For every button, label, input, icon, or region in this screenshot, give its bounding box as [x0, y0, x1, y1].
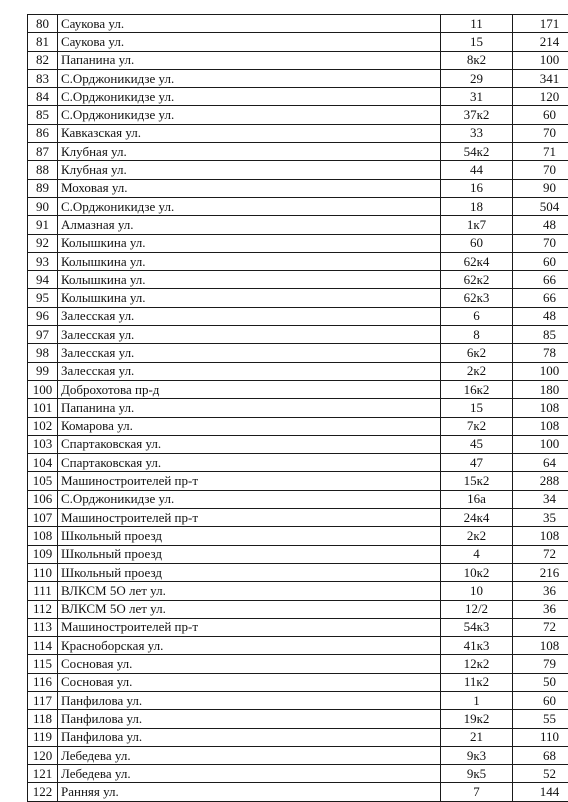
table-row: [28, 673, 568, 691]
street-cell: Панфилова ул.: [58, 728, 441, 746]
value-cell: 66: [513, 271, 568, 289]
house-number-cell: 16а: [441, 490, 513, 508]
value-cell: 78: [513, 344, 568, 362]
row-number-cell: 108: [28, 527, 58, 545]
house-number-cell: 6: [441, 307, 513, 325]
street-cell: ВЛКСМ 5О лет ул.: [58, 582, 441, 600]
street-cell: Саукова ул.: [58, 33, 441, 51]
value-cell: 341: [513, 69, 568, 87]
row-number-cell: 101: [28, 399, 58, 417]
table-row: [28, 746, 568, 764]
street-cell: Сосновая ул.: [58, 673, 441, 691]
street-cell: С.Орджоникидзе ул.: [58, 490, 441, 508]
street-cell: Колышкина ул.: [58, 271, 441, 289]
value-cell: 100: [513, 362, 568, 380]
table-row: [28, 545, 568, 563]
house-number-cell: 2к2: [441, 362, 513, 380]
house-number-cell: 9к3: [441, 746, 513, 764]
house-number-cell: 4: [441, 545, 513, 563]
address-table: [27, 14, 568, 802]
value-cell: 214: [513, 33, 568, 51]
street-cell: Сосновая ул.: [58, 655, 441, 673]
street-cell: Машиностроителей пр-т: [58, 472, 441, 490]
house-number-cell: 21: [441, 728, 513, 746]
table-row: [28, 362, 568, 380]
table-row: [28, 600, 568, 618]
value-cell: 288: [513, 472, 568, 490]
value-cell: 60: [513, 691, 568, 709]
street-cell: Моховая ул.: [58, 179, 441, 197]
row-number-cell: 86: [28, 124, 58, 142]
house-number-cell: 62к2: [441, 271, 513, 289]
table-row: [28, 728, 568, 746]
table-row: [28, 691, 568, 709]
row-number-cell: 103: [28, 435, 58, 453]
row-number-cell: 105: [28, 472, 58, 490]
value-cell: 100: [513, 51, 568, 69]
table-row: [28, 563, 568, 581]
house-number-cell: 1к7: [441, 216, 513, 234]
street-cell: Школьный проезд: [58, 545, 441, 563]
table-body: [28, 15, 568, 802]
street-cell: Школьный проезд: [58, 563, 441, 581]
street-cell: С.Орджоникидзе ул.: [58, 88, 441, 106]
value-cell: 50: [513, 673, 568, 691]
house-number-cell: 2к2: [441, 527, 513, 545]
row-number-cell: 96: [28, 307, 58, 325]
table-row: [28, 179, 568, 197]
table-row: [28, 380, 568, 398]
value-cell: 216: [513, 563, 568, 581]
value-cell: 70: [513, 161, 568, 179]
value-cell: 34: [513, 490, 568, 508]
house-number-cell: 15: [441, 33, 513, 51]
house-number-cell: 1: [441, 691, 513, 709]
house-number-cell: 15к2: [441, 472, 513, 490]
house-number-cell: 12/2: [441, 600, 513, 618]
table-row: [28, 234, 568, 252]
house-number-cell: 12к2: [441, 655, 513, 673]
row-number-cell: 80: [28, 15, 58, 33]
house-number-cell: 15: [441, 399, 513, 417]
street-cell: Залесская ул.: [58, 326, 441, 344]
street-cell: Доброхотова пр-д: [58, 380, 441, 398]
row-number-cell: 91: [28, 216, 58, 234]
house-number-cell: 24к4: [441, 509, 513, 527]
table-row: [28, 51, 568, 69]
row-number-cell: 120: [28, 746, 58, 764]
house-number-cell: 47: [441, 454, 513, 472]
row-number-cell: 107: [28, 509, 58, 527]
house-number-cell: 33: [441, 124, 513, 142]
table-row: [28, 15, 568, 33]
street-cell: Спартаковская ул.: [58, 435, 441, 453]
row-number-cell: 102: [28, 417, 58, 435]
table-row: [28, 417, 568, 435]
street-cell: Залесская ул.: [58, 362, 441, 380]
value-cell: 68: [513, 746, 568, 764]
row-number-cell: 118: [28, 710, 58, 728]
street-cell: Папанина ул.: [58, 399, 441, 417]
house-number-cell: 11: [441, 15, 513, 33]
house-number-cell: 18: [441, 197, 513, 215]
street-cell: Панфилова ул.: [58, 691, 441, 709]
house-number-cell: 44: [441, 161, 513, 179]
value-cell: 66: [513, 289, 568, 307]
table-row: [28, 618, 568, 636]
table-row: [28, 435, 568, 453]
row-number-cell: 110: [28, 563, 58, 581]
row-number-cell: 119: [28, 728, 58, 746]
row-number-cell: 111: [28, 582, 58, 600]
value-cell: 108: [513, 417, 568, 435]
value-cell: 48: [513, 307, 568, 325]
house-number-cell: 62к4: [441, 252, 513, 270]
street-cell: Машиностроителей пр-т: [58, 618, 441, 636]
row-number-cell: 82: [28, 51, 58, 69]
row-number-cell: 83: [28, 69, 58, 87]
table-row: [28, 399, 568, 417]
house-number-cell: 6к2: [441, 344, 513, 362]
row-number-cell: 92: [28, 234, 58, 252]
house-number-cell: 16: [441, 179, 513, 197]
row-number-cell: 85: [28, 106, 58, 124]
value-cell: 100: [513, 435, 568, 453]
value-cell: 504: [513, 197, 568, 215]
street-cell: Алмазная ул.: [58, 216, 441, 234]
table-row: [28, 252, 568, 270]
street-cell: Кавказская ул.: [58, 124, 441, 142]
table-row: [28, 344, 568, 362]
table-row: [28, 216, 568, 234]
table-row: [28, 143, 568, 161]
house-number-cell: 7: [441, 783, 513, 801]
house-number-cell: 54к3: [441, 618, 513, 636]
street-cell: Машиностроителей пр-т: [58, 509, 441, 527]
row-number-cell: 97: [28, 326, 58, 344]
house-number-cell: 8: [441, 326, 513, 344]
row-number-cell: 112: [28, 600, 58, 618]
row-number-cell: 122: [28, 783, 58, 801]
street-cell: Лебедева ул.: [58, 746, 441, 764]
street-cell: С.Орджоникидзе ул.: [58, 106, 441, 124]
table-row: [28, 454, 568, 472]
value-cell: 36: [513, 600, 568, 618]
value-cell: 85: [513, 326, 568, 344]
value-cell: 35: [513, 509, 568, 527]
street-cell: Колышкина ул.: [58, 252, 441, 270]
table-row: [28, 88, 568, 106]
street-cell: Саукова ул.: [58, 15, 441, 33]
row-number-cell: 87: [28, 143, 58, 161]
row-number-cell: 90: [28, 197, 58, 215]
row-number-cell: 100: [28, 380, 58, 398]
table-row: [28, 33, 568, 51]
row-number-cell: 109: [28, 545, 58, 563]
table-row: [28, 582, 568, 600]
row-number-cell: 113: [28, 618, 58, 636]
row-number-cell: 81: [28, 33, 58, 51]
table-row: [28, 161, 568, 179]
house-number-cell: 8к2: [441, 51, 513, 69]
table-row: [28, 655, 568, 673]
house-number-cell: 16к2: [441, 380, 513, 398]
value-cell: 90: [513, 179, 568, 197]
house-number-cell: 10к2: [441, 563, 513, 581]
row-number-cell: 121: [28, 765, 58, 783]
house-number-cell: 10: [441, 582, 513, 600]
house-number-cell: 41к3: [441, 637, 513, 655]
row-number-cell: 89: [28, 179, 58, 197]
value-cell: 71: [513, 143, 568, 161]
value-cell: 52: [513, 765, 568, 783]
street-cell: Красноборская ул.: [58, 637, 441, 655]
value-cell: 120: [513, 88, 568, 106]
row-number-cell: 88: [28, 161, 58, 179]
table-row: [28, 307, 568, 325]
value-cell: 72: [513, 618, 568, 636]
value-cell: 36: [513, 582, 568, 600]
street-cell: Спартаковская ул.: [58, 454, 441, 472]
table-row: [28, 765, 568, 783]
table-row: [28, 710, 568, 728]
house-number-cell: 9к5: [441, 765, 513, 783]
table-row: [28, 326, 568, 344]
value-cell: 180: [513, 380, 568, 398]
value-cell: 55: [513, 710, 568, 728]
row-number-cell: 94: [28, 271, 58, 289]
house-number-cell: 62к3: [441, 289, 513, 307]
value-cell: 108: [513, 527, 568, 545]
row-number-cell: 98: [28, 344, 58, 362]
value-cell: 48: [513, 216, 568, 234]
street-cell: Клубная ул.: [58, 161, 441, 179]
house-number-cell: 19к2: [441, 710, 513, 728]
table-row: [28, 472, 568, 490]
house-number-cell: 54к2: [441, 143, 513, 161]
value-cell: 79: [513, 655, 568, 673]
street-cell: Школьный проезд: [58, 527, 441, 545]
street-cell: Лебедева ул.: [58, 765, 441, 783]
house-number-cell: 11к2: [441, 673, 513, 691]
street-cell: Комарова ул.: [58, 417, 441, 435]
street-cell: Панфилова ул.: [58, 710, 441, 728]
table-row: [28, 527, 568, 545]
street-cell: Папанина ул.: [58, 51, 441, 69]
row-number-cell: 93: [28, 252, 58, 270]
street-cell: Колышкина ул.: [58, 289, 441, 307]
table-row: [28, 490, 568, 508]
table-row: [28, 271, 568, 289]
row-number-cell: 84: [28, 88, 58, 106]
house-number-cell: 37к2: [441, 106, 513, 124]
row-number-cell: 114: [28, 637, 58, 655]
house-number-cell: 60: [441, 234, 513, 252]
row-number-cell: 106: [28, 490, 58, 508]
house-number-cell: 29: [441, 69, 513, 87]
table-row: [28, 637, 568, 655]
row-number-cell: 117: [28, 691, 58, 709]
value-cell: 70: [513, 234, 568, 252]
row-number-cell: 104: [28, 454, 58, 472]
row-number-cell: 116: [28, 673, 58, 691]
street-cell: С.Орджоникидзе ул.: [58, 197, 441, 215]
table-row: [28, 106, 568, 124]
row-number-cell: 95: [28, 289, 58, 307]
street-cell: ВЛКСМ 5О лет ул.: [58, 600, 441, 618]
value-cell: 70: [513, 124, 568, 142]
street-cell: Колышкина ул.: [58, 234, 441, 252]
table-row: [28, 289, 568, 307]
table-row: [28, 197, 568, 215]
row-number-cell: 99: [28, 362, 58, 380]
table-row: [28, 509, 568, 527]
house-number-cell: 45: [441, 435, 513, 453]
table-row: [28, 124, 568, 142]
value-cell: 60: [513, 106, 568, 124]
table-row: [28, 69, 568, 87]
value-cell: 108: [513, 399, 568, 417]
street-cell: Клубная ул.: [58, 143, 441, 161]
house-number-cell: 7к2: [441, 417, 513, 435]
value-cell: 144: [513, 783, 568, 801]
value-cell: 171: [513, 15, 568, 33]
street-cell: Залесская ул.: [58, 307, 441, 325]
value-cell: 110: [513, 728, 568, 746]
street-cell: Залесская ул.: [58, 344, 441, 362]
value-cell: 60: [513, 252, 568, 270]
value-cell: 72: [513, 545, 568, 563]
street-cell: Ранняя ул.: [58, 783, 441, 801]
value-cell: 64: [513, 454, 568, 472]
street-cell: С.Орджоникидзе ул.: [58, 69, 441, 87]
value-cell: 108: [513, 637, 568, 655]
house-number-cell: 31: [441, 88, 513, 106]
row-number-cell: 115: [28, 655, 58, 673]
